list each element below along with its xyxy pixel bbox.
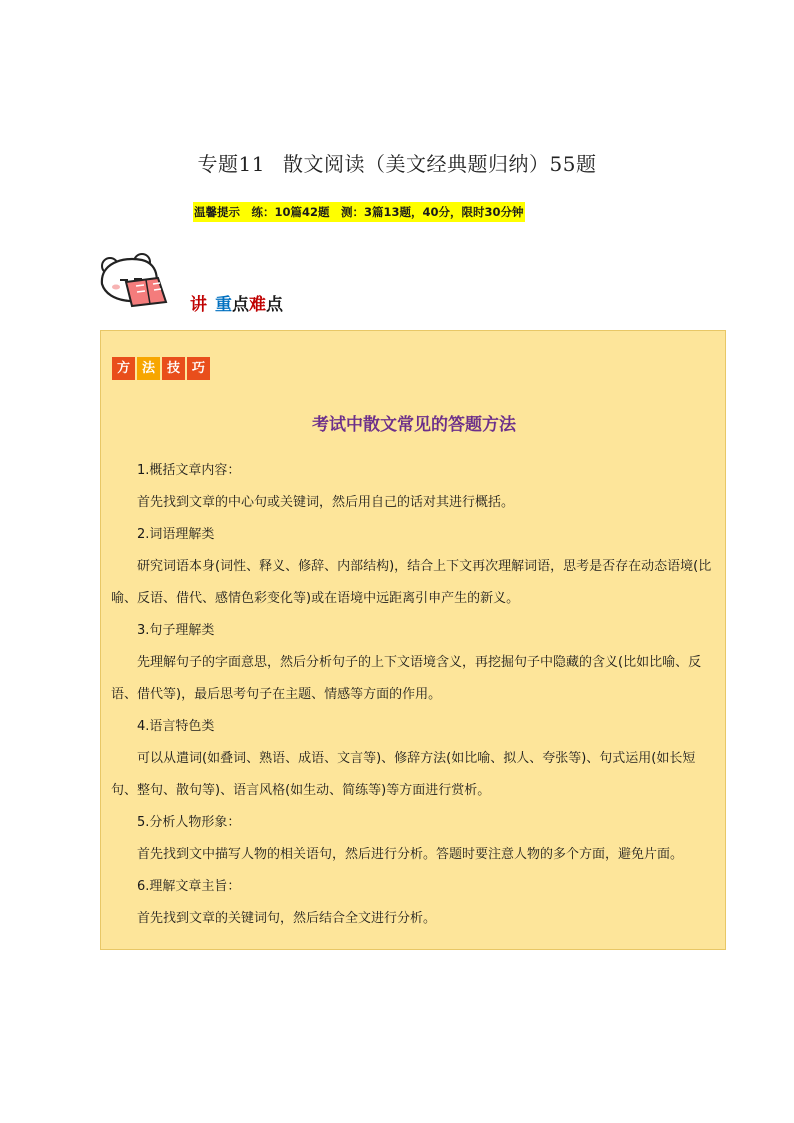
section-label: 4.语言特色类 [137,719,215,734]
tip-banner: 温馨提示 练：10篇42题 测：3篇13题，40分，限时30分钟 [193,202,525,222]
page-title [0,148,794,177]
section-text: 研究词语本身(词性、释义、修辞、内部结构)，结合上下文再次理解词语，思考是否存在动态语境(比喻、反语、借代、感情色彩变化等)或在语境中远距离引申产生的新义。 [111,559,712,606]
tag-char: 法 [137,357,160,380]
section-label: 5.分析人物形象： [137,815,241,830]
title-number: 专题11 [197,152,265,176]
method-tags [112,357,210,380]
section-heading [190,290,283,315]
heading-char-2: 重 [215,295,232,315]
section-text: 先理解句子的字面意思，然后分析句子的上下文语境含义，再挖掘句子中隐藏的含义(比如比喻、反语、借代等)，最后思考句子在主题、情感等方面的作用。 [111,655,702,702]
heading-char-5: 点 [266,295,283,315]
methods-content [111,455,721,935]
section-label: 6.理解文章主旨： [137,879,241,894]
heading-char-4: 难 [249,295,266,315]
tag-char: 方 [112,357,135,380]
section-text: 首先找到文中描写人物的相关语句，然后进行分析。答题时要注意人物的多个方面，避免片面。 [137,847,684,862]
tag-char: 技 [162,357,185,380]
section-text: 首先找到文章的关键词句，然后结合全文进行分析。 [137,911,437,926]
title-text: 散文阅读（美文经典题归纳）55题 [283,152,597,176]
heading-char-3: 点 [232,295,249,315]
tag-char: 巧 [187,357,210,380]
section-text: 首先找到文章的中心句或关键词，然后用自己的话对其进行概括。 [137,495,515,510]
section-label: 2.词语理解类 [137,527,215,542]
methods-box [100,330,726,950]
section-label: 3.句子理解类 [137,623,215,638]
bear-reading-icon [98,252,172,310]
section-text: 可以从遣词(如叠词、熟语、成语、文言等)、修辞方法(如比喻、拟人、夸张等)、句式运用(如长短句、整句、散句等)、语言风格(如生动、简练等)等方面进行赏析。 [111,751,696,798]
box-title: 考试中散文常见的答题方法 [312,415,516,435]
heading-char-1: 讲 [190,295,207,315]
section-label: 1.概括文章内容： [137,463,241,478]
